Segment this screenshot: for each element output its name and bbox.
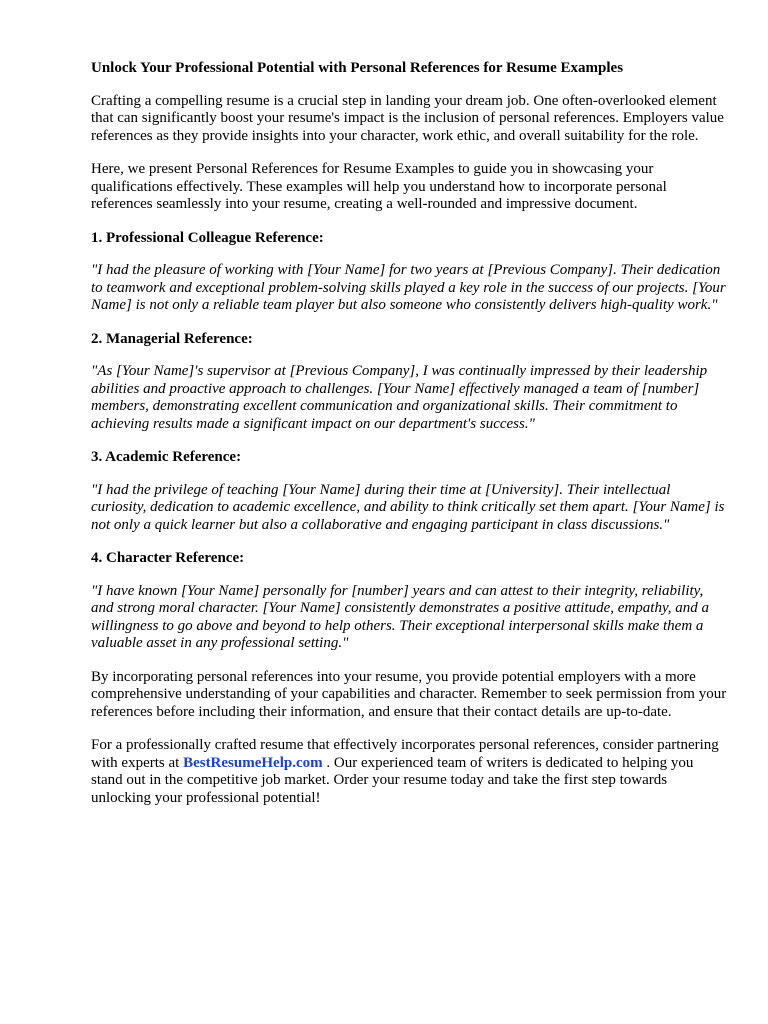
reference-section-managerial (91, 331, 728, 434)
reference-quote: "I have known [Your Name] personally for [number] years and can attest to their integrity, reliability, and strong moral character. [Your Name] consistently demonstrates a positive attitude, empathy, and a willingness to go above and beyond to help others. Their exceptional interpersonal skills make them a valuable asset in any professional setting." (91, 582, 710, 651)
section-heading: 1. Professional Colleague Reference: (91, 229, 324, 246)
final-text-after-link: . Our experienced team of writers is dedicated to helping you stand out in the competitive job market. Order your resume today and take the first step towards unlocking your professional potential! (91, 754, 694, 806)
final-text-before-link: For a professionally crafted resume that effectively incorporates personal references, consider partnering with experts at (91, 737, 719, 771)
reference-quote: "I had the pleasure of working with [Your Name] for two years at [Previous Company]. Their dedication to teamwork and exceptional problem-solving skills played a key role in the success of our projects. [Your Name] is not only a reliable team player but also someone who consistently delivers high-quality work." (91, 262, 726, 313)
final-paragraph (91, 737, 728, 807)
closing-paragraph: By incorporating personal references into your resume, you provide potential employers with a more comprehensive understanding of your capabilities and character. Remember to seek permission from your references before including their information, and ensure that their contact details are up-to-date. (91, 668, 727, 720)
reference-quote: "As [Your Name]'s supervisor at [Previous Company], I was continually impressed by their leadership abilities and proactive approach to challenges. [Your Name] effectively managed a team of [number] members, demonstrating excellent communication and organizational skills. Their commitment to achieving results made a significant impact on our department's success." (91, 363, 708, 432)
section-heading: 2. Managerial Reference: (91, 330, 253, 347)
intro-paragraph: Crafting a compelling resume is a crucial step in landing your dream job. One often-overlooked element that can significantly boost your resume's impact is the inclusion of personal references. Employers value references as they provide insights into your character, work ethic, and overall suitability for the role. (91, 92, 724, 144)
section-heading: 4. Character Reference: (91, 550, 245, 566)
document-title: Unlock Your Professional Potential with Personal References for Resume Examples (91, 60, 624, 76)
reference-section-professional-colleague (91, 230, 728, 315)
reference-section-character (91, 550, 728, 653)
reference-quote: "I had the privilege of teaching [Your Name] during their time at [University]. Their intellectual curiosity, dedication to academic excellence, and ability to think critically set them apart. [Your Name] is not only a quick learner but also a collaborative and engaging participant in class discussions." (91, 481, 725, 533)
section-heading: 3. Academic Reference: (91, 449, 242, 465)
bestresumehelp-link[interactable]: BestResumeHelp.com (183, 754, 323, 771)
reference-section-academic (91, 449, 728, 534)
intro-paragraph: Here, we present Personal References for Resume Examples to guide you in showcasing your qualifications effectively. These examples will help you understand how to incorporate personal references seamlessly into your resume, creating a well-rounded and impressive document. (91, 161, 667, 212)
